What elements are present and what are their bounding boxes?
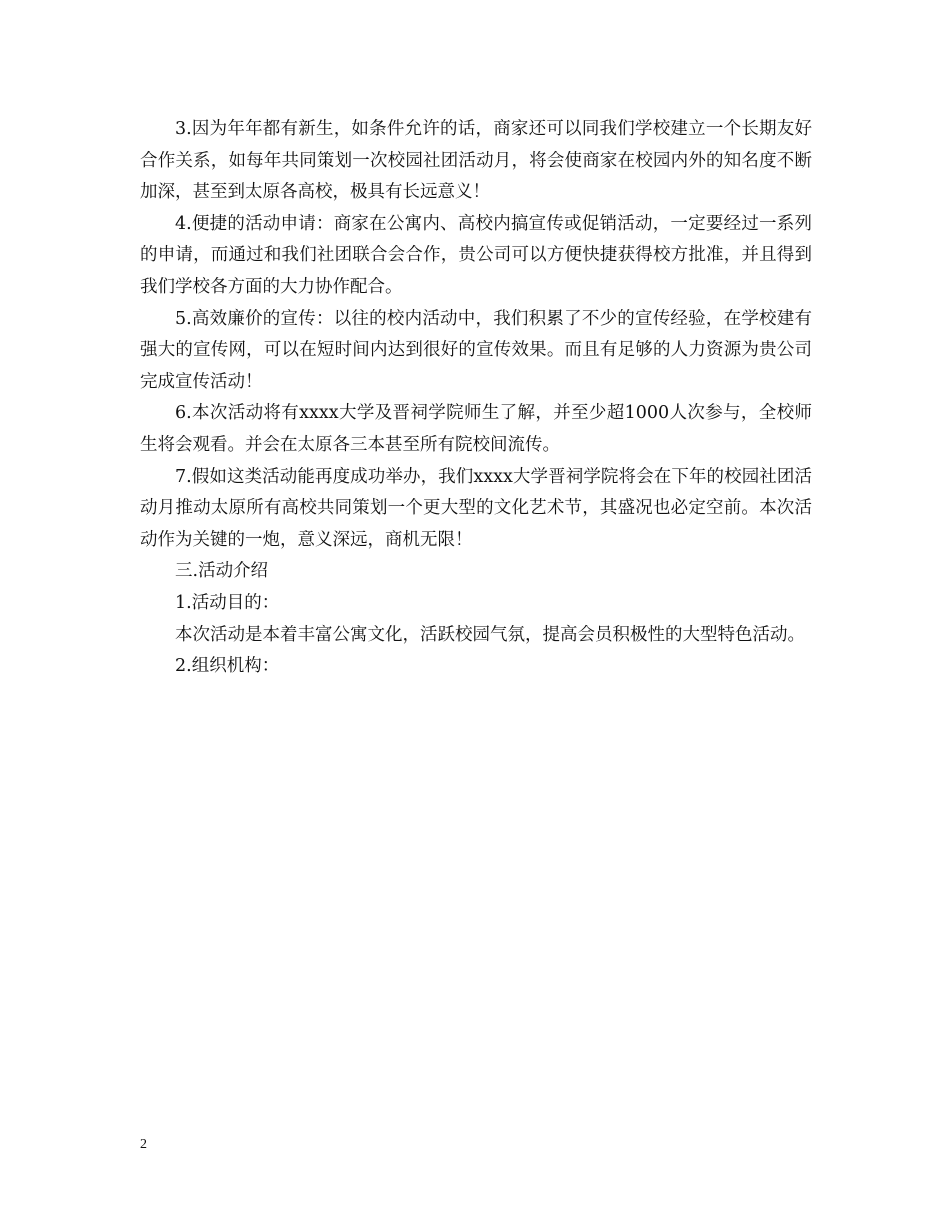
document-body	[140, 114, 812, 683]
section-heading-activity-intro: 三.活动介绍	[175, 561, 269, 582]
subheading-activity-purpose: 1.活动目的：	[175, 592, 280, 613]
paragraph-point-7: 7.假如这类活动能再度成功举办，我们xxxx大学晋祠学院将会在下年的校园社团活动月推动太原所有高校共同策划一个更大型的文化艺术节，其盛况也必定空前。本次活动作为关键的一炮，意义深远，商机无限！	[140, 466, 812, 550]
subheading-organization: 2.组织机构：	[175, 656, 280, 677]
page-number: 2	[140, 1137, 147, 1152]
paragraph-point-3: 3.因为年年都有新生，如条件允许的话，商家还可以同我们学校建立一个长期友好合作关系，如每年共同策划一次校园社团活动月，将会使商家在校园内外的知名度不断加深，甚至到太原各高校，极具有长远意义！	[140, 119, 812, 203]
paragraph-activity-purpose: 本次活动是本着丰富公寓文化，活跃校园气氛，提高会员积极性的大型特色活动。	[175, 624, 805, 645]
paragraph-point-4: 4.便捷的活动申请：商家在公寓内、高校内搞宣传或促销活动，一定要经过一系列的申请，而通过和我们社团联合会合作，贵公司可以方便快捷获得校方批准，并且得到我们学校各方面的大力协作配合。	[140, 213, 812, 297]
paragraph-point-5: 5.高效廉价的宣传：以往的校内活动中，我们积累了不少的宣传经验，在学校建有强大的宣传网，可以在短时间内达到很好的宣传效果。而且有足够的人力资源为贵公司完成宣传活动！	[140, 308, 812, 392]
paragraph-point-6: 6.本次活动将有xxxx大学及晋祠学院师生了解，并至少超1000人次参与，全校师生将会观看。并会在太原各三本甚至所有院校间流传。	[140, 403, 812, 455]
